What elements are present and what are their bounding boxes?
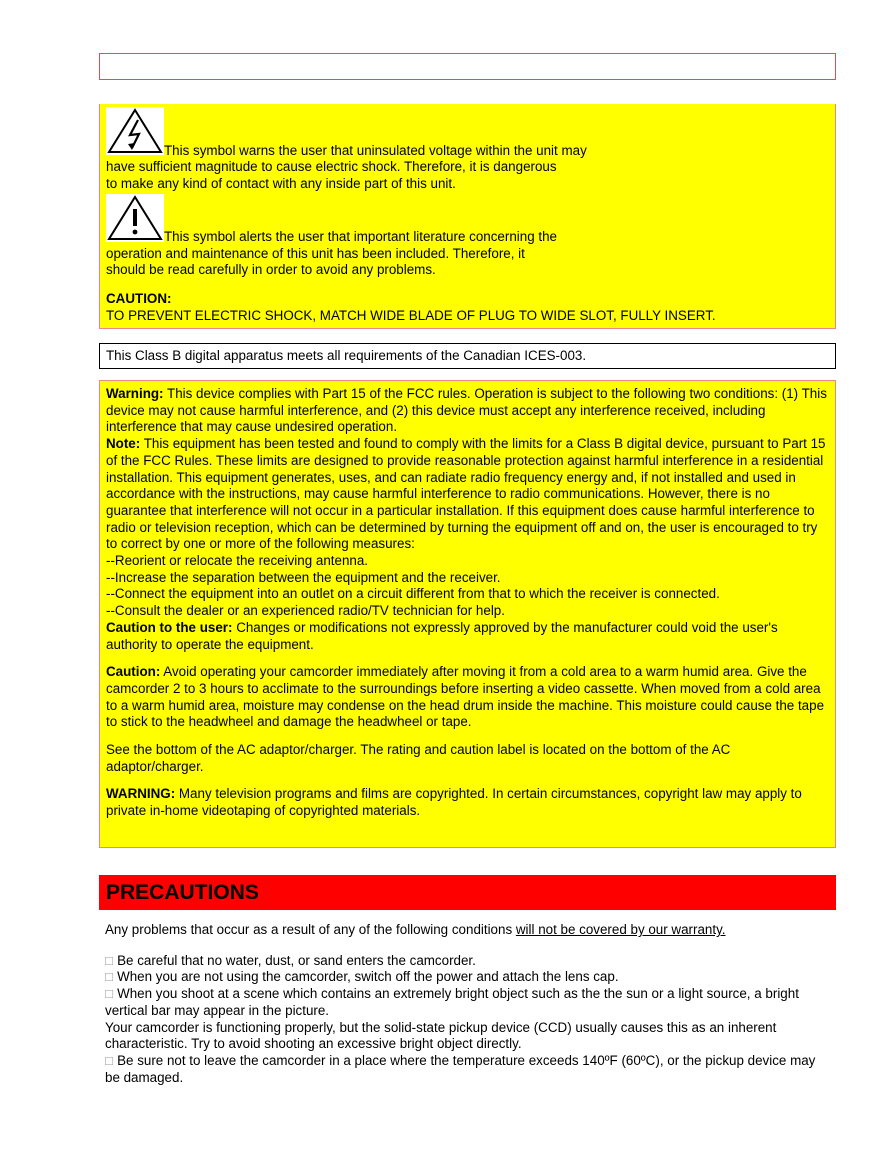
precautions-title: PRECAUTIONS — [106, 881, 259, 904]
shock-text-line-3: to make any kind of contact with any inside part of this unit. — [106, 176, 456, 191]
precautions-intro: Any problems that occur as a result of any of the following conditions will not be covered by our warranty. — [105, 922, 726, 937]
alert-text-line-2: operation and maintenance of this unit has been included. Therefore, it — [106, 246, 525, 261]
list-item-note: Your camcorder is functioning properly, but the solid-state pickup device (CCD) usually causes this as an inherent characteristic. Try to avoid shooting an excessive bright object directly. — [105, 1019, 777, 1052]
measure-item: --Reorient or relocate the receiving antenna. — [106, 553, 369, 569]
ices-notice-box — [99, 343, 836, 369]
lightning-triangle-icon — [106, 107, 164, 155]
alert-text-line-3: should be read carefully in order to avoid any problems. — [106, 262, 436, 277]
measure-item: --Consult the dealer or an experienced radio/TV technician for help. — [106, 603, 505, 619]
fcc-warning-paragraph: Warning: This device complies with Part 15 of the FCC rules. Operation is subject to the following two conditions: (1) This device may not cause harmful interference, and (2) this device must accept any interference received, including interference that may cause undesired operation. — [106, 386, 827, 435]
safety-symbols-box — [99, 104, 836, 329]
fcc-notice-box — [99, 380, 836, 848]
list-item: □ When you shoot at a scene which contains an extremely bright object such as the the sun or a light source, a bright vertical bar may appear in the picture. — [105, 986, 799, 1018]
alert-text-line-1: This symbol alerts the user that important literature concerning the — [164, 229, 557, 244]
list-item: □ Be careful that no water, dust, or sand enters the camcorder. — [105, 952, 476, 968]
checkbox-bullet-icon: □ — [105, 1052, 114, 1068]
precautions-body — [105, 922, 830, 1086]
fcc-note-paragraph: Note: This equipment has been tested and found to comply with the limits for a Class B digital device, pursuant to Part 15 of the FCC Rules. These limits are designed to provide reasonable protection against harmful interference in a residential installation. This equipment generates, uses, and can radiate radio frequency energy and, if not installed and used in accordance with the instructions, may cause harmful interference to radio communications. However, there is no guarantee that interference will not occur in a particular installation. If this equipment does cause harmful interference to radio or television reception, which can be determined by turning the equipment off and on, the user is encouraged to try to correct by one or more of the following measures: — [106, 436, 826, 552]
user-caution-paragraph: Caution to the user: Changes or modifications not expressly approved by the manufacturer could void the user's authority to operate the equipment. — [106, 619, 778, 652]
checkbox-bullet-icon: □ — [105, 986, 114, 1002]
checkbox-bullet-icon: □ — [105, 969, 114, 985]
adaptor-paragraph: See the bottom of the AC adaptor/charger. The rating and caution label is located on the bottom of the AC adaptor/charger. — [106, 742, 731, 774]
checkbox-bullet-icon: □ — [105, 952, 114, 968]
fcc-warning-label: Warning: — [106, 386, 164, 401]
ices-text: This Class B digital apparatus meets all requirements of the Canadian ICES-003. — [106, 348, 587, 363]
measure-item: --Increase the separation between the equipment and the receiver. — [106, 569, 501, 585]
exclamation-triangle-icon — [106, 194, 164, 242]
fcc-note-label: Note: — [106, 436, 141, 452]
list-item: □ Be sure not to leave the camcorder in a place where the temperature exceeds 140ºF (60ºC), or the pickup device may be damaged. — [105, 1052, 816, 1085]
copyright-paragraph: WARNING: Many television programs and films are copyrighted. In certain circumstances, copyright law may apply to private in-home videotaping of copyrighted materials. — [106, 786, 802, 819]
list-item: □ When you are not using the camcorder, switch off the power and attach the lens cap. — [105, 969, 619, 985]
shock-text-line-1: This symbol warns the user that uninsulated voltage within the unit may — [164, 143, 587, 158]
measure-item: --Connect the equipment into an outlet on a circuit different from that to which the receiver is connected. — [106, 586, 720, 602]
header-empty-box — [99, 53, 836, 80]
caution-plug-text: TO PREVENT ELECTRIC SHOCK, MATCH WIDE BLADE OF PLUG TO WIDE SLOT, FULLY INSERT. — [106, 308, 716, 323]
camcorder-caution-paragraph: Caution: Avoid operating your camcorder immediately after moving it from a cold area to a warm humid area. Give the camcorder 2 to 3 hours to acclimate to the surroundings before inserting a video cassette. When moved from a cold area to a warm humid area, moisture may condense on the head drum inside the machine. This moisture could cause the tape to stick to the headwheel and damage the headwheel or tape. — [106, 664, 825, 730]
caution-label: CAUTION: — [106, 291, 172, 306]
precautions-heading-bar — [99, 875, 836, 910]
shock-text-line-2: have sufficient magnitude to cause electric shock. Therefore, it is dangerous — [106, 159, 557, 174]
